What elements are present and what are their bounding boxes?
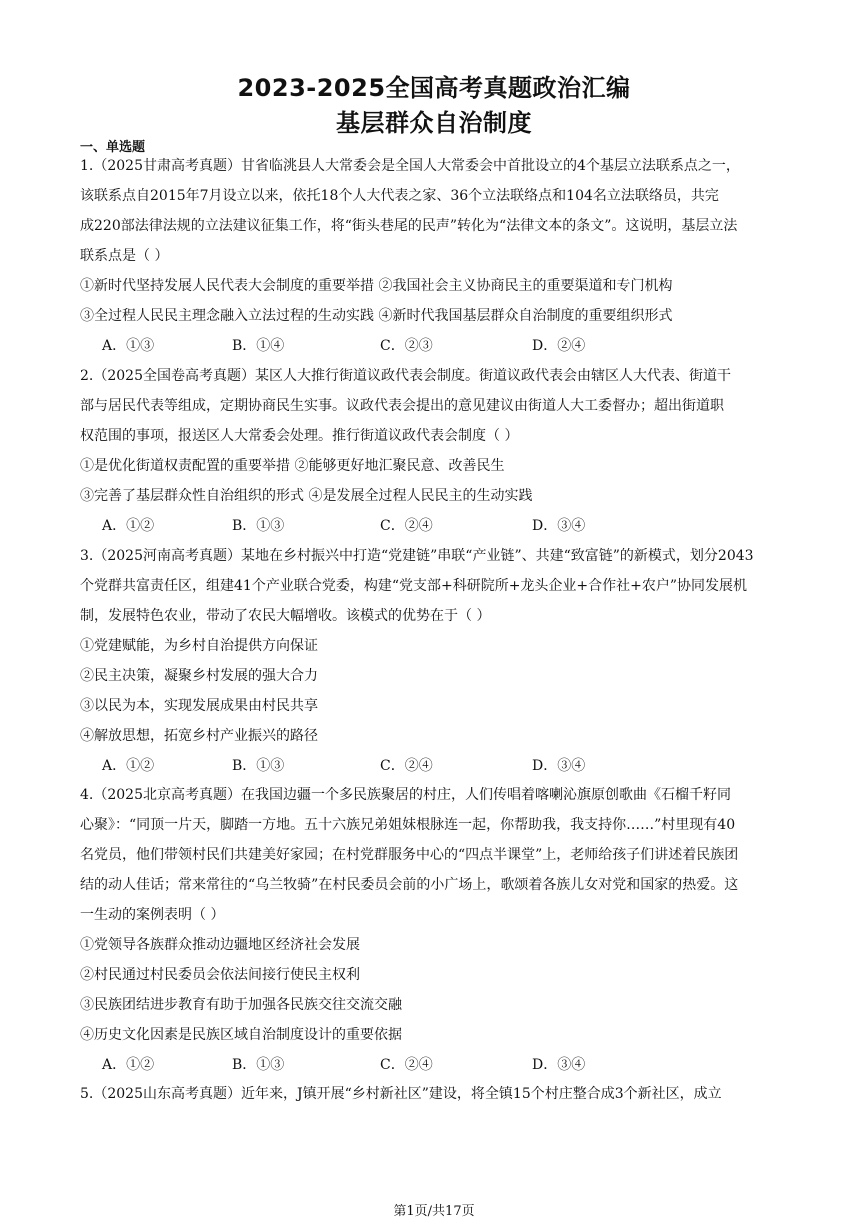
question-4-statement-3: ③民族团结进步教育有助于加强各民族交往交流交融: [80, 997, 402, 1013]
question-4-line-4: 结的动人佳话；常来常往的“乌兰牧骑”在村民委员会前的小广场上，歌颂着各族儿女对党和国家的热爱。这: [80, 877, 739, 893]
question-5-line-1: 5.（2025山东高考真题）近年来，J镇开展“乡村新社区”建设，将全镇15个村庄整合成3个新社区，成立: [80, 1086, 722, 1102]
option-a: A．①②: [102, 1057, 155, 1073]
question-3-statement-3: ③以民为本，实现发展成果由村民共享: [80, 698, 318, 714]
option-d: D．③④: [532, 1057, 586, 1073]
question-2-statements-2: ③完善了基层群众性自治组织的形式 ④是发展全过程人民民主的生动实践: [80, 488, 533, 504]
question-2-line-2: 部与居民代表等组成，定期协商民生实事。议政代表会提出的意见建议由街道人大工委督办；超出街道职: [80, 398, 724, 414]
option-d: D．③④: [532, 758, 586, 774]
question-3-statement-1: ①党建赋能，为乡村自治提供方向保证: [80, 638, 318, 654]
question-4-line-5: 一生动的案例表明（ ）: [80, 907, 225, 923]
question-2-line-3: 权范围的事项，报送区人大常委会处理。推行街道议政代表会制度（ ）: [80, 428, 519, 444]
question-4-statement-4: ④历史文化因素是民族区域自治制度设计的重要依据: [80, 1027, 402, 1043]
question-3-line-1: 3.（2025河南高考真题）某地在乡村振兴中打造“党建链”串联“产业链”、共建“致富链”的新模式，划分2043: [80, 548, 754, 564]
question-4-line-3: 名党员，他们带领村民们共建美好家园；在村党群服务中心的“四点半课堂”上，老师给孩子们讲述着民族团: [80, 847, 739, 863]
question-4-statement-2: ②村民通过村民委员会依法间接行使民主权利: [80, 967, 360, 983]
question-4-line-2: 心聚》：“同顶一片天，脚踏一方地。五十六族兄弟姐妹根脉连一起，你帮助我，我支持你……”村里现有40: [80, 817, 736, 833]
option-b: B．①③: [232, 758, 285, 774]
question-4-statement-1: ①党领导各族群众推动边疆地区经济社会发展: [80, 937, 360, 953]
option-b: B．①③: [232, 518, 285, 534]
option-b: B．①④: [232, 338, 285, 354]
question-2-statements-1: ①是优化街道权责配置的重要举措 ②能够更好地汇聚民意、改善民生: [80, 458, 505, 474]
option-d: D．③④: [532, 518, 586, 534]
option-d: D．②④: [532, 338, 586, 354]
document-title: 2023-2025全国高考真题政治汇编: [237, 74, 631, 102]
option-b: B．①③: [232, 1057, 285, 1073]
question-3-line-2: 个党群共富责任区，组建41个产业联合党委，构建“党支部+科研院所+龙头企业+合作社+农户”协同发展机: [80, 578, 748, 594]
question-1-line-1: 1.（2025甘肃高考真题）甘省临洮县人大常委会是全国人大常委会中首批设立的4个基层立法联系点之一，: [80, 158, 740, 174]
question-4-line-1: 4.（2025北京高考真题）在我国边疆一个多民族聚居的村庄，人们传唱着喀喇沁旗原创歌曲《石榴千籽同: [80, 787, 731, 803]
question-3-line-3: 制，发展特色农业，带动了农民大幅增收。该模式的优势在于（ ）: [80, 608, 491, 624]
question-1-line-3: 成220部法律法规的立法建议征集工作，将“街头巷尾的民声”转化为“法律文本的条文”。这说明，基层立法: [80, 218, 738, 234]
document-subtitle: 基层群众自治制度: [336, 109, 532, 137]
question-1-line-4: 联系点是（ ）: [80, 248, 169, 264]
question-2-line-1: 2.（2025全国卷高考真题）某区人大推行街道议政代表会制度。街道议政代表会由辖区人大代表、街道干: [80, 368, 731, 384]
option-c: C．②③: [380, 338, 433, 354]
page-number: 第1页/共17页: [393, 1204, 475, 1219]
question-3-statement-4: ④解放思想，拓宽乡村产业振兴的路径: [80, 728, 318, 744]
section-heading: 一、单选题: [80, 140, 146, 155]
option-c: C．②④: [380, 1057, 433, 1073]
option-a: A．①②: [102, 758, 155, 774]
option-a: A．①②: [102, 518, 155, 534]
option-a: A．①③: [102, 338, 155, 354]
question-3-statement-2: ②民主决策，凝聚乡村发展的强大合力: [80, 668, 318, 684]
question-1-line-2: 该联系点自2015年7月设立以来，依托18个人大代表之家、36个立法联络点和104名立法联络员，共完: [80, 188, 719, 204]
question-1-statements-1: ①新时代坚持发展人民代表大会制度的重要举措 ②我国社会主义协商民主的重要渠道和专门机构: [80, 278, 673, 294]
option-c: C．②④: [380, 758, 433, 774]
option-c: C．②④: [380, 518, 433, 534]
question-1-statements-2: ③全过程人民民主理念融入立法过程的生动实践 ④新时代我国基层群众自治制度的重要组织形式: [80, 308, 673, 324]
